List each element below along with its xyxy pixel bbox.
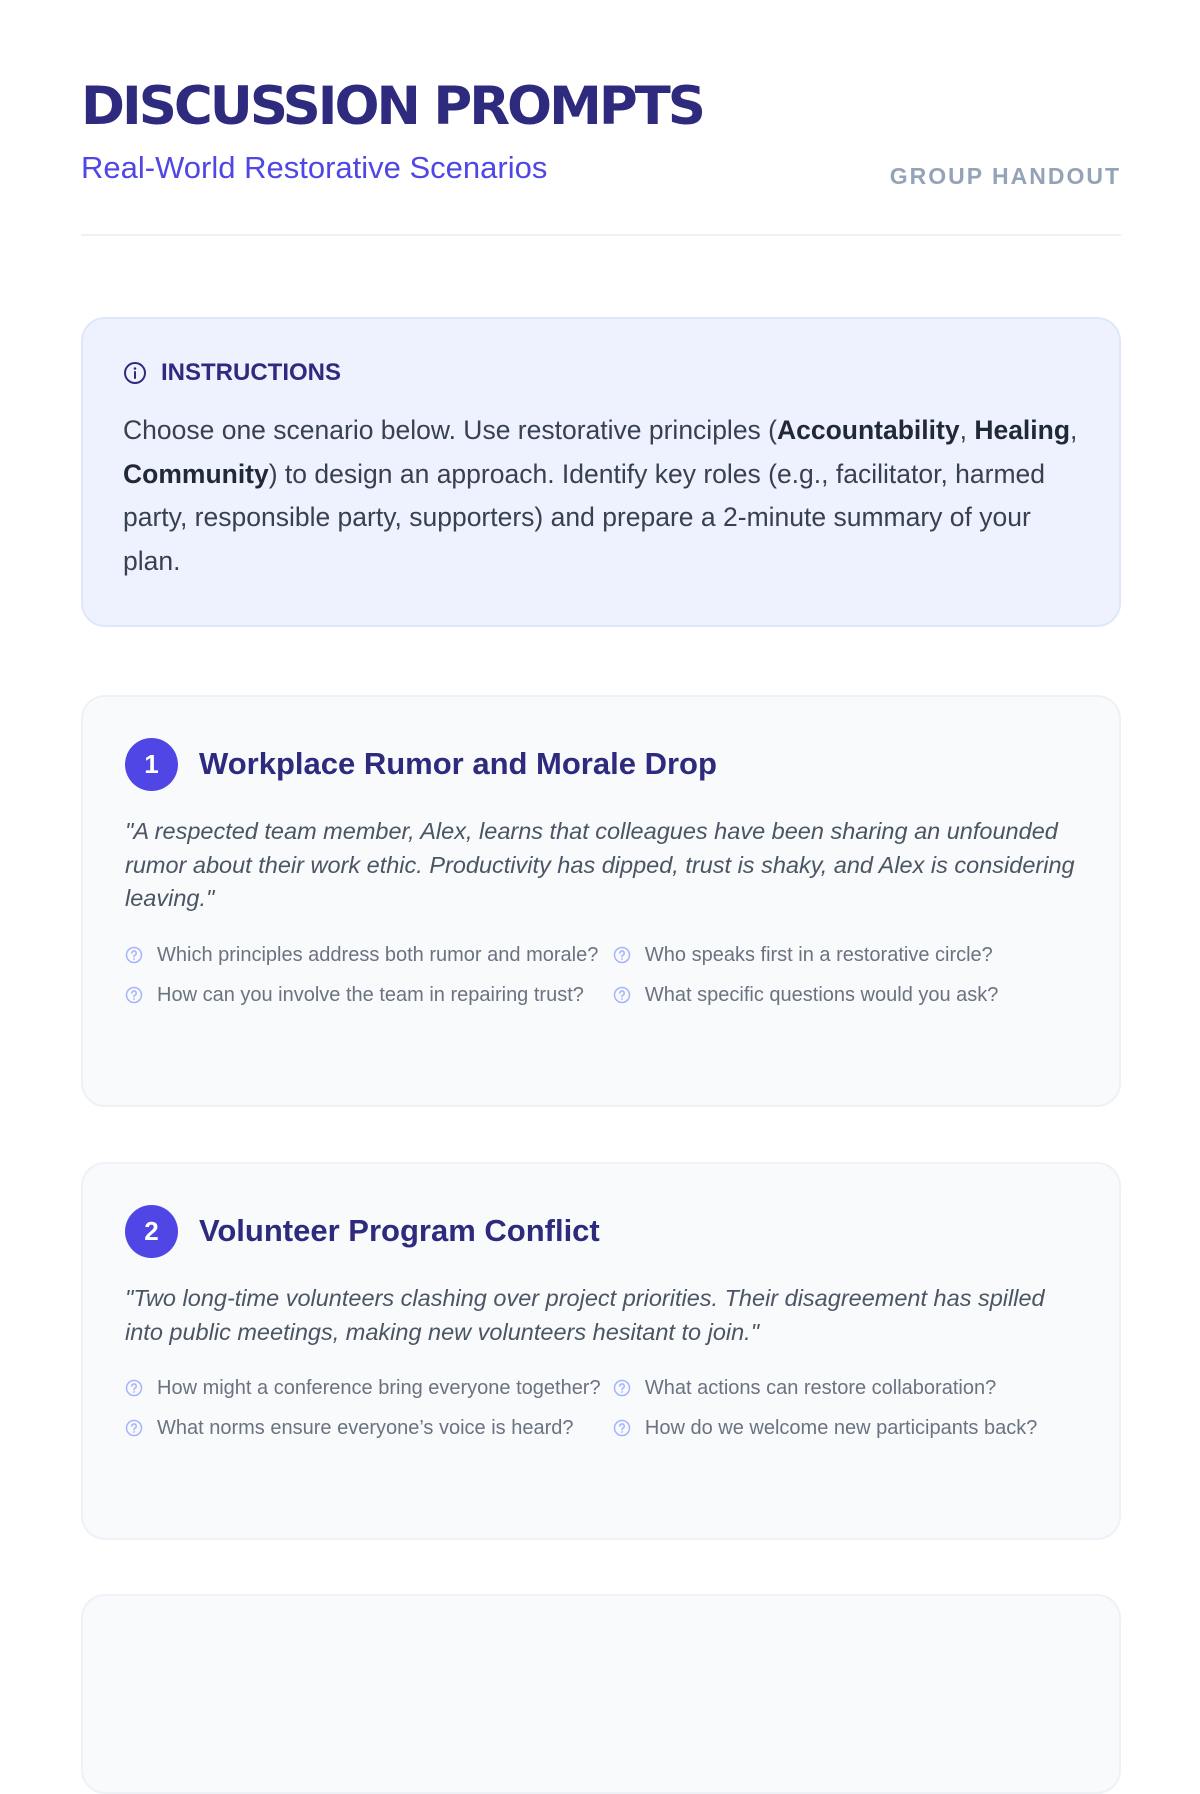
instructions-label: INSTRUCTIONS (161, 359, 341, 386)
scenario-card-2 (81, 1162, 1121, 1540)
question-text: How can you involve the team in repairing trust? (157, 983, 584, 1006)
questions-column-right (613, 1375, 1079, 1455)
question-circle-icon (125, 986, 143, 1004)
scenario-card-3 (81, 1594, 1121, 1794)
instructions-separator: , (1070, 415, 1078, 445)
instructions-panel (81, 317, 1121, 627)
page-subtitle: Real-World Restorative Scenarios (81, 150, 548, 185)
scenario-card-1 (81, 695, 1121, 1107)
instructions-text-part: ) to design an approach. Identify key roles (e.g., facilitator, harmed party, responsible party, supporters) and prepare a 2-minute summary of your plan. (123, 458, 1046, 576)
question-item (125, 1415, 613, 1442)
scenario-questions (125, 1375, 1079, 1455)
question-item (613, 1415, 1079, 1442)
handout-page (81, 0, 1121, 1439)
question-circle-icon (613, 986, 631, 1004)
question-text: How might a conference bring everyone together? (157, 1377, 601, 1399)
question-text: How do we welcome new participants back? (644, 1417, 1038, 1439)
questions-column-left (125, 942, 613, 1022)
question-text: What norms ensure everyone’s voice is heard? (157, 1417, 574, 1439)
handout-tag: GROUP HANDOUT (889, 163, 1121, 189)
question-text: Who speaks first in a restorative circle? (644, 943, 993, 966)
question-item (613, 982, 1079, 1009)
scenario-number-badge: 2 (125, 1205, 178, 1258)
scenario-questions (125, 942, 1079, 1022)
question-circle-icon (125, 1379, 143, 1397)
instructions-separator: , (959, 415, 975, 445)
question-item (125, 982, 613, 1009)
scenario-title: Volunteer Program Conflict (199, 1213, 600, 1248)
question-item (125, 1375, 613, 1402)
question-item (613, 1375, 1079, 1402)
question-text: What actions can restore collaboration? (644, 1377, 997, 1399)
principle-accountability: Accountability (777, 415, 960, 445)
scenario-quote: "A respected team member, Alex, learns that colleagues have been sharing an unfounded rumor about their work ethic. Productivity has dipped, trust is shaky, and Alex is considering leaving." (125, 818, 1075, 911)
page-header (81, 0, 1121, 236)
question-circle-icon (125, 1419, 143, 1437)
question-circle-icon (613, 1419, 631, 1437)
scenario-title: Workplace Rumor and Morale Drop (199, 746, 717, 781)
scenario-header (125, 1204, 1079, 1258)
scenario-number-badge: 1 (125, 738, 178, 791)
info-circle-icon (123, 361, 147, 385)
instructions-header (123, 357, 1079, 389)
instructions-text-part: Choose one scenario below. Use restorative principles ( (123, 415, 777, 445)
question-text: Which principles address both rumor and morale? (157, 943, 599, 966)
scenario-header (125, 737, 1079, 791)
questions-column-left (125, 1375, 613, 1455)
page-title: DISCUSSION PROMPTS (81, 76, 703, 137)
question-circle-icon (613, 1379, 631, 1397)
questions-column-right (613, 942, 1079, 1022)
instructions-text (123, 409, 1079, 583)
question-item (613, 942, 1079, 969)
question-text: What specific questions would you ask? (644, 983, 999, 1006)
principle-healing: Healing (974, 415, 1071, 445)
question-circle-icon (613, 946, 631, 964)
scenario-quote: "Two long-time volunteers clashing over project priorities. Their disagreement has spilled into public meetings, making new volunteers hesitant to join." (125, 1285, 1045, 1345)
question-item (125, 942, 613, 969)
question-circle-icon (125, 946, 143, 964)
principle-community: Community (123, 458, 269, 489)
